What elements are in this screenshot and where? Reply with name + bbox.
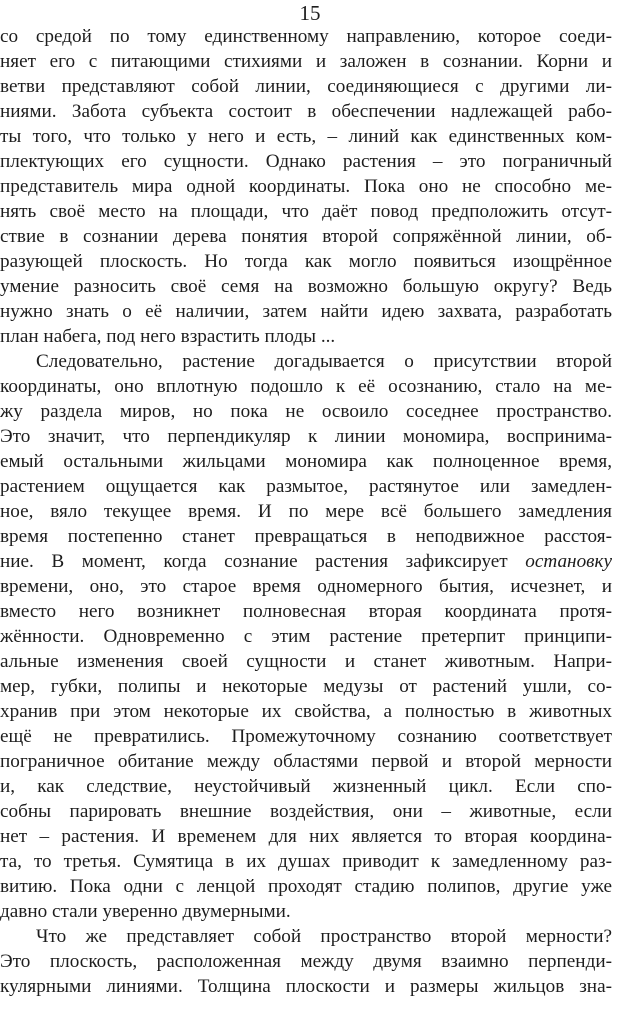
text-line: план набега, под него взрастить плоды ... xyxy=(0,326,336,347)
text-line: Это плоскость, расположенная между двумя взаимно перпенди- xyxy=(0,951,612,972)
text-line: разующей плоскость. Но тогда как могло появиться изощрённое xyxy=(0,251,612,272)
text-line: жу раздела миров, но пока не освоило соседнее пространство. xyxy=(0,401,612,422)
text-line: представитель мира одной координаты. Пока оно не способно ме- xyxy=(0,176,612,197)
text-line: емый остальными жильцами мономира как полноценное время, xyxy=(0,451,612,472)
text-line: ствие в сознании дерева понятия второй сопряжённой линии, об- xyxy=(0,226,612,247)
text-line: собны парировать внешние воздействия, они – животные, если xyxy=(0,801,612,822)
text-line: нет – растения. И временем для них является то вторая координа- xyxy=(0,826,612,847)
paragraph-first-line: Следовательно, растение догадывается о присутствии второй xyxy=(36,351,612,372)
text-line: ещё не превратились. Промежуточному сознанию соответствует xyxy=(0,726,612,747)
text-line: та, то третья. Сумятица в их душах приводит к замедленному раз- xyxy=(0,851,612,872)
text-line: жённости. Одновременно с этим растение претерпит принципи- xyxy=(0,626,612,647)
emphasis-text: остановку xyxy=(525,551,612,572)
text-line: ты того, что только у него и есть, – линий как единственных ком- xyxy=(0,126,612,147)
text-line: ветви представляют собой линии, соединяющиеся с другими ли- xyxy=(0,76,612,97)
text-line: нять своё место на площади, что даёт повод предположить отсут- xyxy=(0,201,612,222)
text-line: координаты, оно вплотную подошло к её осознанию, стало на ме- xyxy=(0,376,612,397)
text-line: мер, губки, полипы и некоторые медузы от растений ушли, со- xyxy=(0,676,612,697)
text-line: и, как следствие, неустойчивый жизненный цикл. Если спо- xyxy=(0,776,612,797)
text-line: со средой по тому единственному направлению, которое соеди- xyxy=(0,26,612,47)
text-line: время постепенно станет превращаться в неподвижное расстоя- xyxy=(0,526,612,547)
text-line: Это значит, что перпендикуляр к линии мономира, воспринима- xyxy=(0,426,612,447)
text-line: ное, вяло текущее время. И по мере всё большего замедления xyxy=(0,501,612,522)
text-line-with-emphasis xyxy=(0,549,612,574)
text-line: витию. Пока одни с ленцой проходят стадию полипов, другие уже xyxy=(0,876,612,897)
text-line: вместо него возникнет полновесная вторая координата протя- xyxy=(0,601,612,622)
text-line: плектующих его сущности. Однако растения – это пограничный xyxy=(0,151,612,172)
text-line: растением ощущается как размытое, растянутое или замедлен- xyxy=(0,476,612,497)
text-line: ниями. Забота субъекта состоит в обеспечении надлежащей рабо- xyxy=(0,101,612,122)
text-line: умение разносить своё семя на возможно большую округу? Ведь xyxy=(0,276,612,297)
text-segment: ние. В момент, когда сознание растения зафиксирует xyxy=(0,551,508,572)
text-line: давно стали уверенно двумерными. xyxy=(0,901,291,922)
text-line: пограничное обитание между областями первой и второй мерности xyxy=(0,751,612,772)
text-line: альные изменения своей сущности и станет животным. Напри- xyxy=(0,651,612,672)
text-line: кулярными линиями. Толщина плоскости и размеры жильцов зна- xyxy=(0,976,612,997)
text-line: хранив при этом некоторые их свойства, а полностью в животных xyxy=(0,701,612,722)
page-number: 15 xyxy=(299,1,321,25)
text-line: нужно знать о её наличии, затем найти идею захвата, разработать xyxy=(0,301,612,322)
text-line: времени, оно, это старое время одномерного бытия, исчезнет, и xyxy=(0,576,612,597)
text-line: няет его с питающими стихиями и заложен в сознании. Корни и xyxy=(0,51,612,72)
paragraph-first-line: Что же представляет собой пространство второй мерности? xyxy=(36,926,612,947)
